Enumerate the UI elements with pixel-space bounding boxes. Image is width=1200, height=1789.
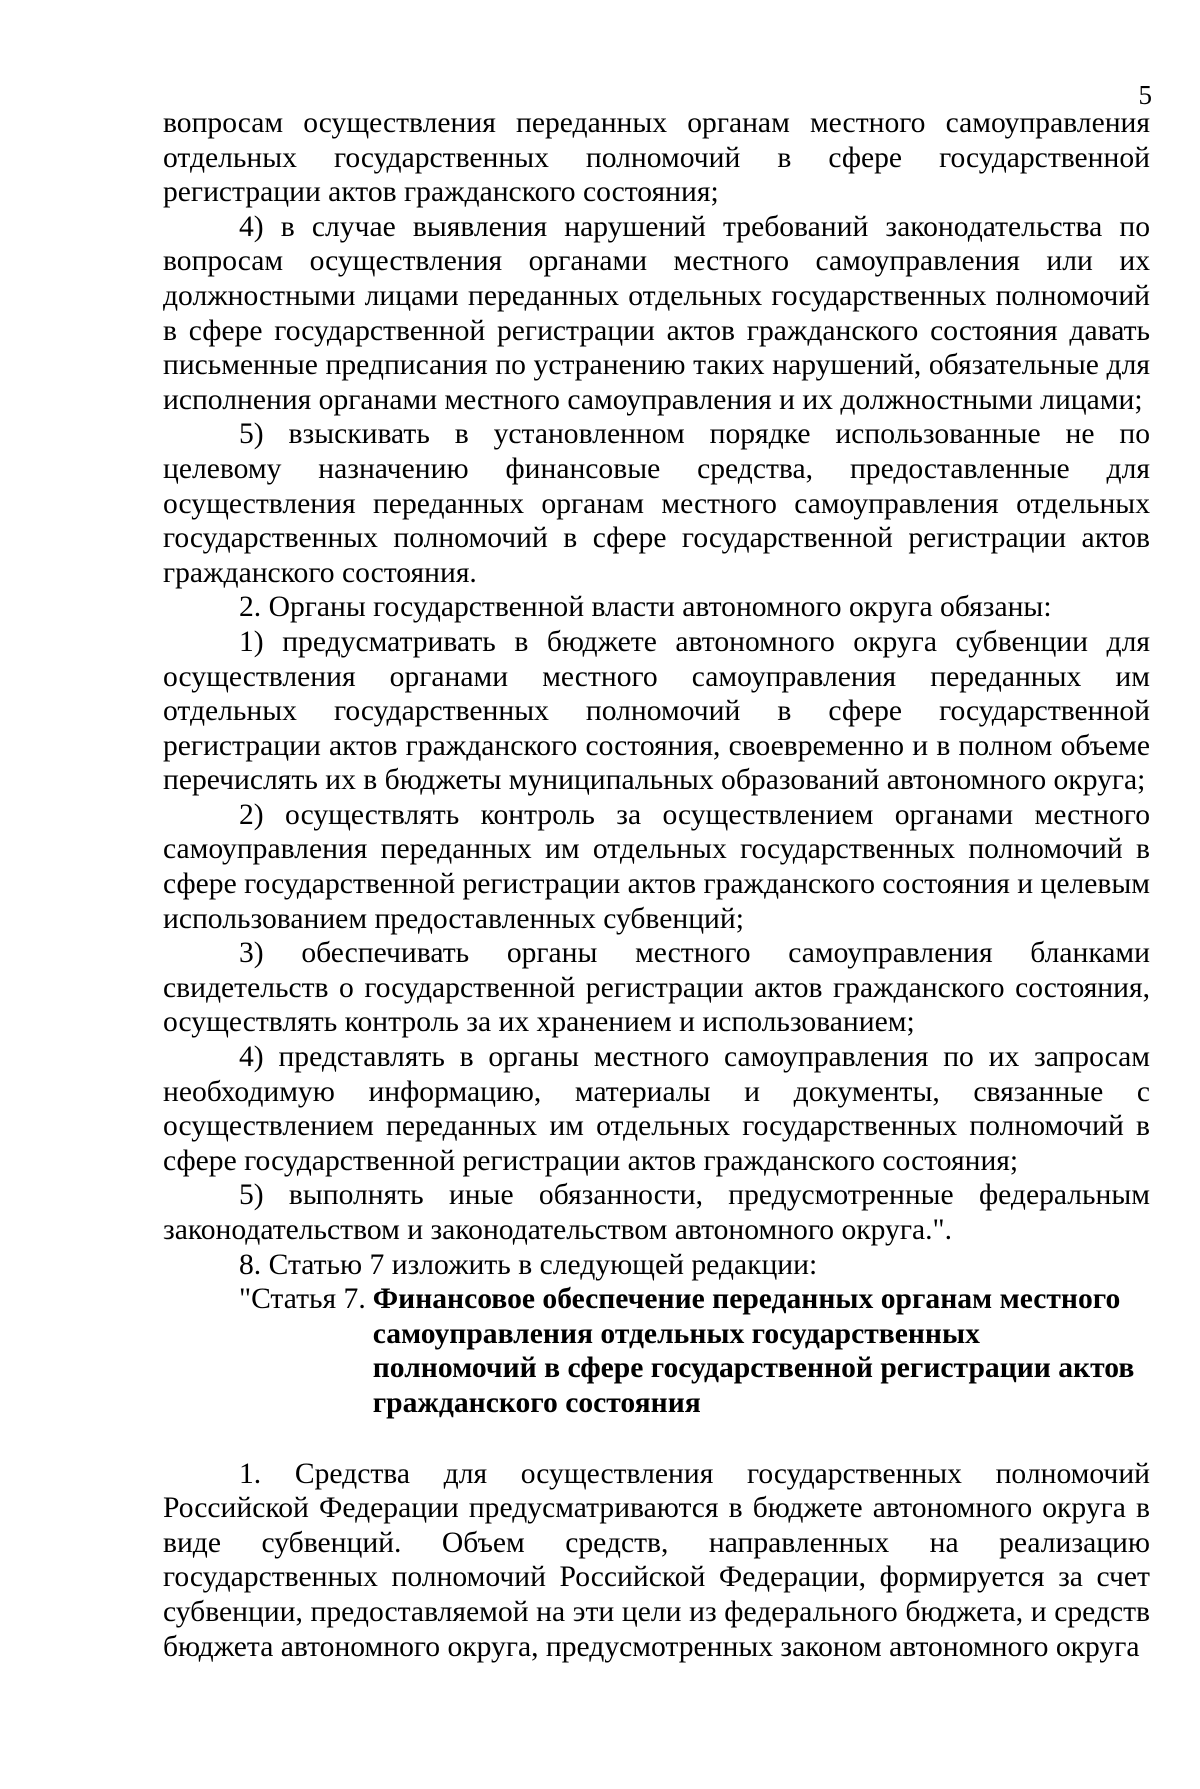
document-body [163,106,1150,1664]
article-heading [239,1282,1150,1420]
paragraph-section-8: 8. Статью 7 изложить в следующей редакции: [239,1248,818,1281]
paragraph-item-3: 3) обеспечивать органы местного самоуправления бланками свидетельств о государственной регистрации актов гражданского состояния, осуществлять контроль за их хранением и использованием; [163,937,1150,1039]
paragraph-item-1: 1) предусматривать в бюджете автономного округа субвенции для осуществления органами местного самоуправления переданных им отдельных государственных полномочий в сфере государственной регистрации актов гражданского состояния, своевременно и в полном объеме перечислять их в бюджеты муниципальных образований автономного округа; [163,625,1150,797]
page-number: 5 [1138,80,1152,110]
paragraph-item-5b: 5) выполнять иные обязанности, предусмотренные федеральным законодательством и законодательством автономного округа.". [163,1179,1150,1246]
paragraph-item-4b: 4) представлять в органы местного самоуправления по их запросам необходимую информацию, материалы и документы, связанные с осуществлением переданных им отдельных государственных полномочий в сфере государственной регистрации актов гражданского состояния; [163,1041,1150,1177]
paragraph: вопросам осуществления переданных органам местного самоуправления отдельных государственных полномочий в сфере государственной регистрации актов гражданского состояния; [163,107,1150,209]
paragraph-item-4: 4) в случае выявления нарушений требований законодательства по вопросам осуществления органами местного самоуправления или их должностными лицами переданных отдельных государственных полномочий в сфере государственной регистрации актов гражданского состояния давать письменные предписания по устранению таких нарушений, обязательные для исполнения органами местного самоуправления и их должностными лицами; [163,210,1150,416]
paragraph-article-item-1: 1. Средства для осуществления государственных полномочий Российской Федерации предусматриваются в бюджете автономного округа в виде субвенций. Объем средств, направленных на реализацию государственных полномочий Российской Федерации, формируется за счет субвенции, предоставляемой на эти цели из федерального бюджета, и средств бюджета автономного округа, предусмотренных законом автономного округа [163,1457,1150,1663]
article-number: "Статья 7. [239,1283,366,1316]
paragraph-item-2: 2) осуществлять контроль за осуществлением органами местного самоуправления переданных им отдельных государственных полномочий в сфере государственной регистрации актов гражданского состояния и целевым использованием предоставленных субвенций; [163,798,1150,935]
article-title: Финансовое обеспечение переданных органам местного самоуправления отдельных государственных полномочий в сфере государственной регистрации актов гражданского состояния [372,1283,1135,1419]
paragraph-section-2: 2. Органы государственной власти автономного округа обязаны: [239,591,1052,624]
paragraph-item-5: 5) взыскивать в установленном порядке использованные не по целевому назначению финансовые средства, предоставленные для осуществления переданных органам местного самоуправления отдельных государственных полномочий в сфере государственной регистрации актов гражданского состояния. [163,418,1150,589]
